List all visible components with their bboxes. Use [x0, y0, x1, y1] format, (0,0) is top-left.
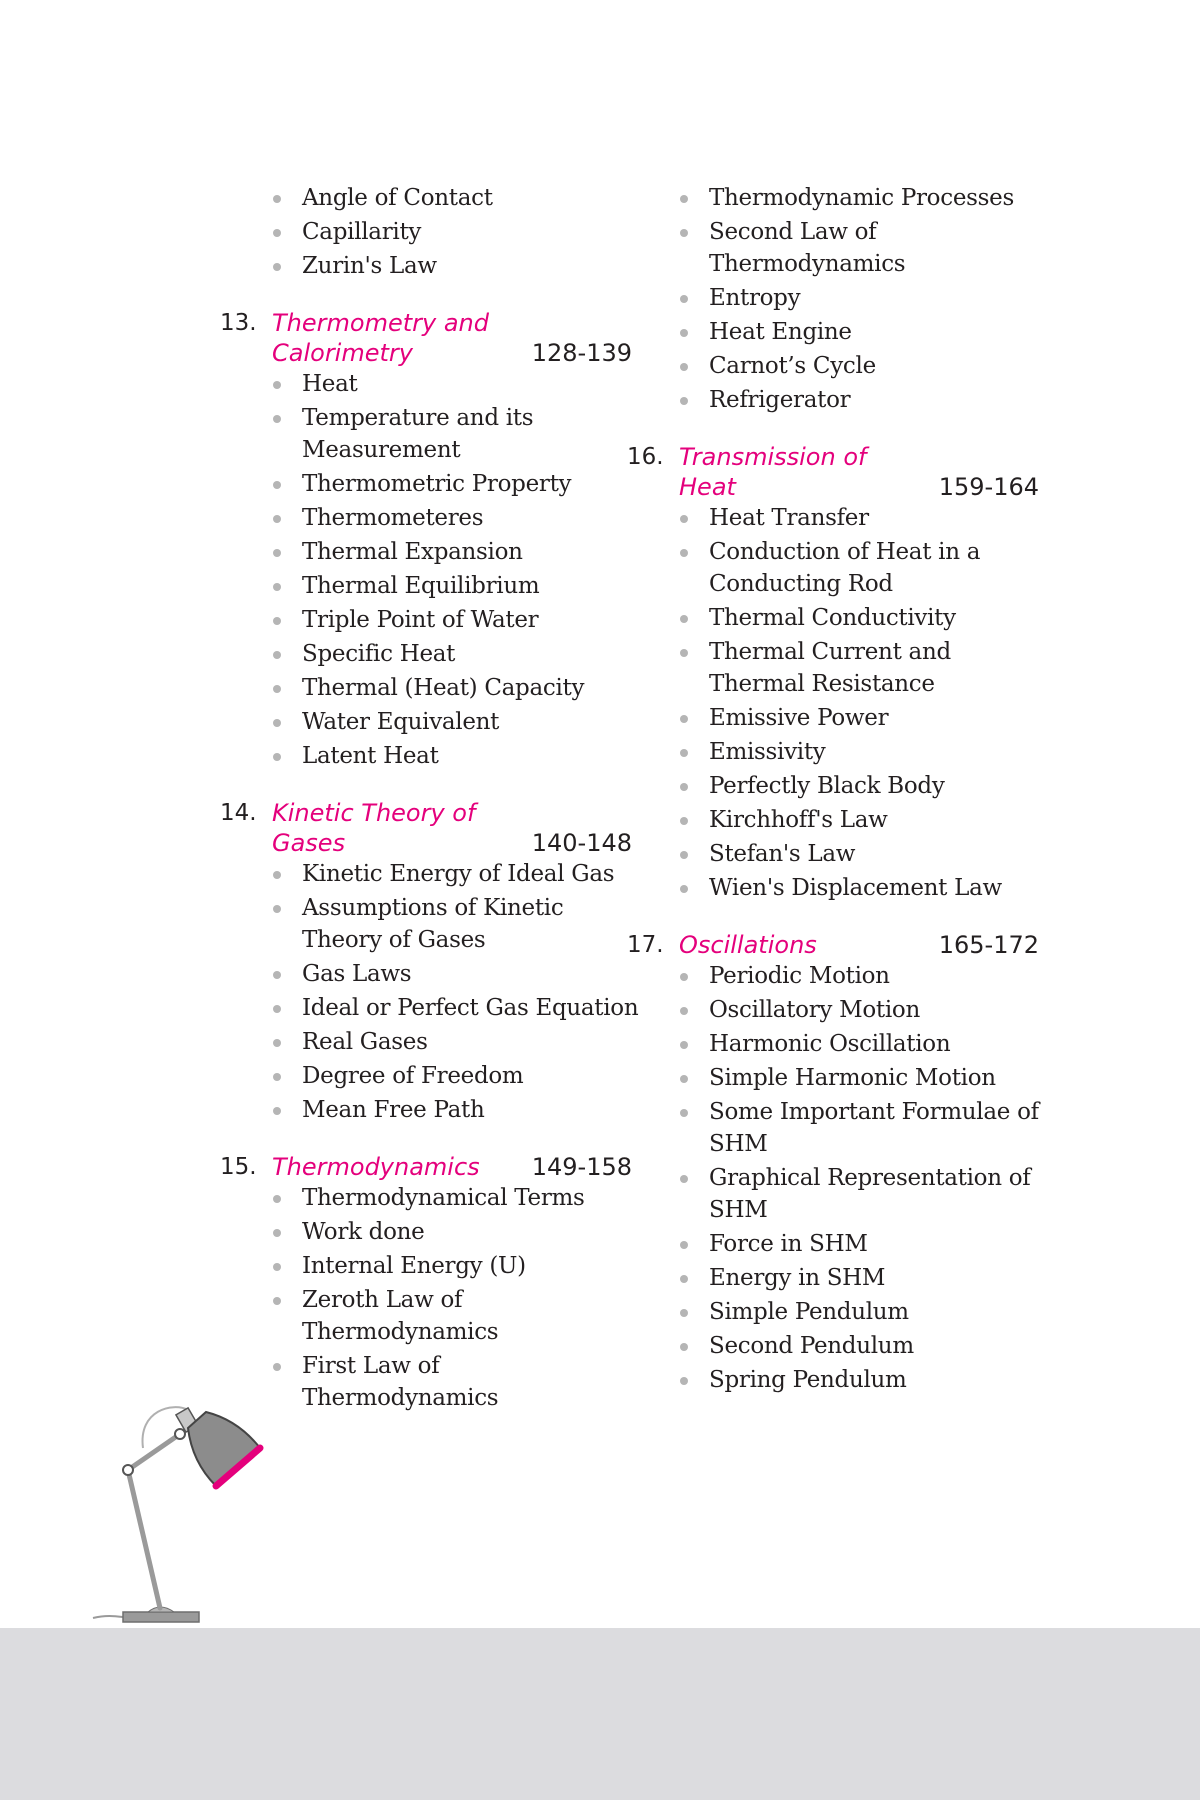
- chapter-number: 14.: [220, 800, 257, 826]
- chapter-16: [627, 442, 1047, 904]
- chapter-title: Thermometry and Calorimetry: [272, 309, 489, 367]
- topic-list: [627, 502, 1047, 904]
- topic-list: [627, 182, 1047, 416]
- chapter-title: Kinetic Theory of Gases: [272, 799, 476, 857]
- toc-right-column: [627, 182, 1047, 1398]
- topic-item: Angle of Contact: [220, 182, 640, 214]
- chapter-heading[interactable]: [220, 308, 640, 368]
- topic-item: Wien's Displacement Law: [627, 872, 1047, 904]
- topic-item: Thermodynamical Terms: [220, 1182, 640, 1214]
- topic-item: Capillarity: [220, 216, 640, 248]
- chapter-pages: 149-158: [531, 1153, 632, 1181]
- topic-item: Refrigerator: [627, 384, 1047, 416]
- topic-item: Entropy: [627, 282, 1047, 314]
- chapter-title: Thermodynamics: [272, 1153, 480, 1181]
- topic-item: Work done: [220, 1216, 640, 1248]
- footer-band: [0, 1628, 1200, 1800]
- topic-item: Spring Pendulum: [627, 1364, 1047, 1396]
- topic-item: Heat Engine: [627, 316, 1047, 348]
- topic-item: Thermal Current and Thermal Resistance: [627, 636, 1047, 700]
- topic-item: Conduction of Heat in a Conducting Rod: [627, 536, 1047, 600]
- topic-item: First Law of Thermodynamics: [220, 1350, 640, 1414]
- topic-item: Heat Transfer: [627, 502, 1047, 534]
- topic-item: Emissivity: [627, 736, 1047, 768]
- topic-item: Graphical Representation of SHM: [627, 1162, 1047, 1226]
- topic-list: [220, 1182, 640, 1414]
- topic-item: Some Important Formulae of SHM: [627, 1096, 1047, 1160]
- topic-item: Thermal Equilibrium: [220, 570, 640, 602]
- topic-item: Kinetic Energy of Ideal Gas: [220, 858, 640, 890]
- topic-item: Thermometric Property: [220, 468, 640, 500]
- topic-item: Thermal Conductivity: [627, 602, 1047, 634]
- topic-item: Degree of Freedom: [220, 1060, 640, 1092]
- topic-item: Water Equivalent: [220, 706, 640, 738]
- chapter-heading[interactable]: [220, 1152, 640, 1182]
- topic-item: Simple Harmonic Motion: [627, 1062, 1047, 1094]
- chapter-13: [220, 308, 640, 772]
- topic-item: Perfectly Black Body: [627, 770, 1047, 802]
- topic-list: [220, 858, 640, 1126]
- toc-left-column: [220, 182, 640, 1416]
- chapter-number: 13.: [220, 310, 257, 336]
- chapter-number: 15.: [220, 1154, 257, 1180]
- topic-item: Mean Free Path: [220, 1094, 640, 1126]
- chapter-number: 16.: [627, 444, 664, 470]
- chapter-15: [220, 1152, 640, 1414]
- topic-item: Thermal (Heat) Capacity: [220, 672, 640, 704]
- chapter-pages: 165-172: [938, 931, 1039, 959]
- topic-item: Assumptions of Kinetic Theory of Gases: [220, 892, 640, 956]
- chapter-heading[interactable]: [627, 930, 1047, 960]
- chapter-title: Transmission of Heat: [679, 443, 867, 501]
- topic-item: Kirchhoff's Law: [627, 804, 1047, 836]
- chapter-17: [627, 930, 1047, 1396]
- topic-item: Thermal Expansion: [220, 536, 640, 568]
- topic-item: Force in SHM: [627, 1228, 1047, 1260]
- topic-item: Carnot’s Cycle: [627, 350, 1047, 382]
- chapter-pages: 128-139: [531, 339, 632, 367]
- topic-item: Emissive Power: [627, 702, 1047, 734]
- topic-item: Gas Laws: [220, 958, 640, 990]
- topic-item: Ideal or Perfect Gas Equation: [220, 992, 640, 1024]
- topic-item: Zeroth Law of Thermodynamics: [220, 1284, 640, 1348]
- chapter-heading[interactable]: [627, 442, 1047, 502]
- topic-item: Triple Point of Water: [220, 604, 640, 636]
- topic-item: Latent Heat: [220, 740, 640, 772]
- topic-item: Thermodynamic Processes: [627, 182, 1047, 214]
- chapter-number: 17.: [627, 932, 664, 958]
- desk-lamp-icon: [88, 1390, 268, 1630]
- topic-item: Energy in SHM: [627, 1262, 1047, 1294]
- topic-item: Zurin's Law: [220, 250, 640, 282]
- chapter-title: Oscillations: [679, 931, 817, 959]
- chapter-pages: 159-164: [938, 473, 1039, 501]
- topic-item: Internal Energy (U): [220, 1250, 640, 1282]
- topic-item: Specific Heat: [220, 638, 640, 670]
- chapter-heading[interactable]: [220, 798, 640, 858]
- topic-item: Thermometeres: [220, 502, 640, 534]
- topic-item: Real Gases: [220, 1026, 640, 1058]
- topic-item: Oscillatory Motion: [627, 994, 1047, 1026]
- chapter-14: [220, 798, 640, 1126]
- topic-item: Second Pendulum: [627, 1330, 1047, 1362]
- topic-item: Heat: [220, 368, 640, 400]
- topic-list: [220, 368, 640, 772]
- topic-item: Simple Pendulum: [627, 1296, 1047, 1328]
- topic-item: Periodic Motion: [627, 960, 1047, 992]
- topic-list: [220, 182, 640, 282]
- topic-item: Harmonic Oscillation: [627, 1028, 1047, 1060]
- topic-item: Stefan's Law: [627, 838, 1047, 870]
- topic-list: [627, 960, 1047, 1396]
- topic-item: Second Law of Thermodynamics: [627, 216, 1047, 280]
- topic-item: Temperature and its Measurement: [220, 402, 640, 466]
- chapter-pages: 140-148: [531, 829, 632, 857]
